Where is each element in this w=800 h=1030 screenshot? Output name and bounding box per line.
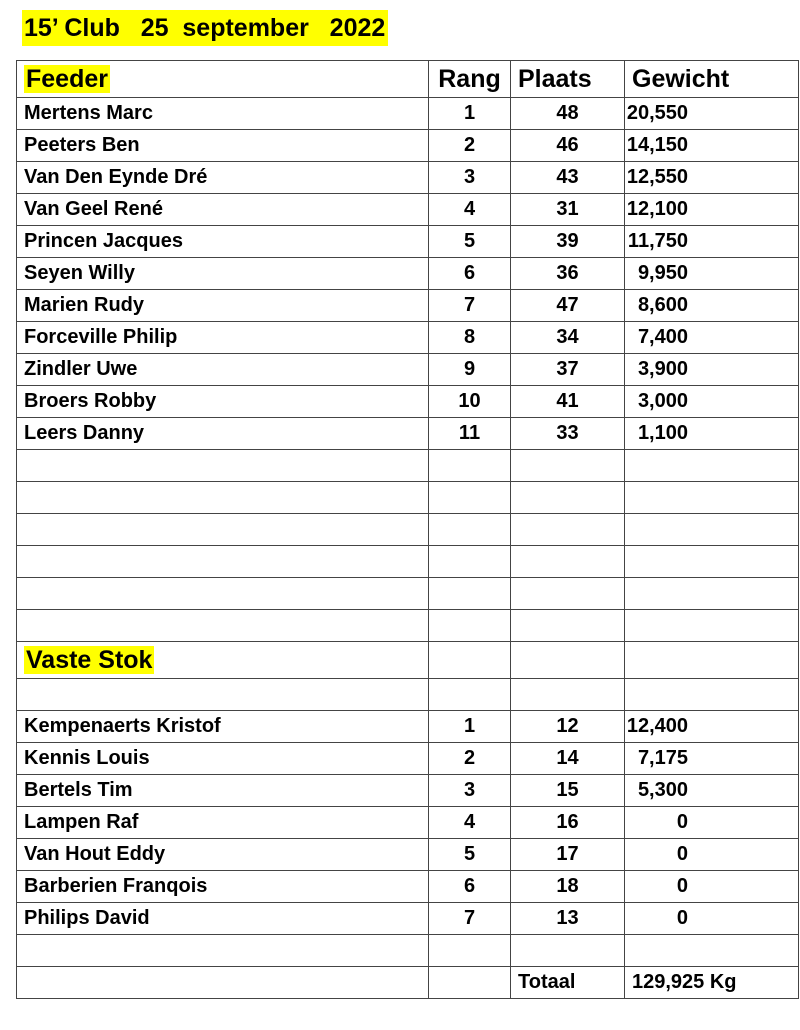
rang-cell: 11 [429,418,511,450]
plaats-cell: 17 [511,839,625,871]
rang-cell: 2 [429,743,511,775]
empty-row [17,514,799,546]
gewicht-cell: 1,100 [625,418,799,450]
angler-name: Van Den Eynde Dré [17,162,429,194]
gewicht-cell: 12,100 [625,194,799,226]
angler-name: Kennis Louis [17,743,429,775]
header-row [17,61,799,98]
gewicht-cell: 12,550 [625,162,799,194]
plaats-cell: 16 [511,807,625,839]
rang-cell: 9 [429,354,511,386]
table-row [17,162,799,194]
angler-name: Broers Robby [17,386,429,418]
plaats-cell: 13 [511,903,625,935]
rang-cell: 1 [429,711,511,743]
totaal-label: Totaal [511,967,625,999]
rang-cell: 2 [429,130,511,162]
angler-name: Philips David [17,903,429,935]
table-row [17,130,799,162]
angler-name: Leers Danny [17,418,429,450]
column-header-gewicht: Gewicht [625,61,799,98]
plaats-cell: 31 [511,194,625,226]
plaats-cell: 41 [511,386,625,418]
column-header-plaats: Plaats [511,61,625,98]
plaats-cell: 34 [511,322,625,354]
gewicht-cell: 8,600 [625,290,799,322]
angler-name: Peeters Ben [17,130,429,162]
angler-name: Marien Rudy [17,290,429,322]
table-row [17,807,799,839]
gewicht-cell: 7,400 [625,322,799,354]
plaats-cell: 47 [511,290,625,322]
angler-name: Zindler Uwe [17,354,429,386]
plaats-cell: 12 [511,711,625,743]
plaats-cell: 39 [511,226,625,258]
rang-cell: 8 [429,322,511,354]
angler-name: Lampen Raf [17,807,429,839]
gewicht-cell: 20,550 [625,98,799,130]
empty-row [17,578,799,610]
plaats-cell: 33 [511,418,625,450]
gewicht-cell: 7,175 [625,743,799,775]
empty-row [17,546,799,578]
table-row [17,226,799,258]
rang-cell: 7 [429,290,511,322]
empty-row [17,610,799,642]
gewicht-cell: 5,300 [625,775,799,807]
gewicht-cell: 11,750 [625,226,799,258]
vaste-stok-section-title: Vaste Stok [26,645,153,674]
rang-cell: 3 [429,775,511,807]
empty-row [17,482,799,514]
rang-cell: 6 [429,871,511,903]
results-table [16,60,799,999]
table-row [17,903,799,935]
table-row [17,386,799,418]
rang-cell: 6 [429,258,511,290]
rang-cell: 7 [429,903,511,935]
gewicht-cell: 0 [625,839,799,871]
empty-row [17,450,799,482]
vaste-stok-header-row [17,642,799,679]
angler-name: Mertens Marc [17,98,429,130]
gewicht-cell: 0 [625,807,799,839]
rang-cell: 4 [429,807,511,839]
plaats-cell: 18 [511,871,625,903]
angler-name: Princen Jacques [17,226,429,258]
plaats-cell: 36 [511,258,625,290]
angler-name: Van Geel René [17,194,429,226]
table-row [17,743,799,775]
table-row [17,711,799,743]
angler-name: Kempenaerts Kristof [17,711,429,743]
plaats-cell: 46 [511,130,625,162]
gewicht-cell: 0 [625,871,799,903]
rang-cell: 4 [429,194,511,226]
table-row [17,839,799,871]
angler-name: Seyen Willy [17,258,429,290]
column-header-rang: Rang [429,61,511,98]
totaal-value: 129,925 Kg [625,967,799,999]
rang-cell: 5 [429,226,511,258]
vaste-stok-section-header [17,642,429,679]
plaats-cell: 37 [511,354,625,386]
table-row [17,98,799,130]
table-row [17,322,799,354]
gewicht-cell: 14,150 [625,130,799,162]
angler-name: Forceville Philip [17,322,429,354]
gewicht-cell: 9,950 [625,258,799,290]
angler-name: Bertels Tim [17,775,429,807]
gewicht-cell: 3,900 [625,354,799,386]
plaats-cell: 48 [511,98,625,130]
feeder-section-title: Feeder [26,64,108,93]
rang-cell: 10 [429,386,511,418]
gewicht-cell: 0 [625,903,799,935]
plaats-cell: 43 [511,162,625,194]
plaats-cell: 15 [511,775,625,807]
feeder-section-header [17,61,429,98]
rang-cell: 3 [429,162,511,194]
angler-name: Van Hout Eddy [17,839,429,871]
totaal-row [17,967,799,999]
table-row [17,194,799,226]
table-row [17,258,799,290]
angler-name: Barberien Franqois [17,871,429,903]
empty-row [17,679,799,711]
plaats-cell: 14 [511,743,625,775]
rang-cell: 5 [429,839,511,871]
gewicht-cell: 12,400 [625,711,799,743]
rang-cell: 1 [429,98,511,130]
table-row [17,290,799,322]
table-row [17,871,799,903]
page-title: 15’ Club 25 september 2022 [22,10,388,46]
table-row [17,775,799,807]
table-row [17,354,799,386]
table-row [17,418,799,450]
empty-row [17,935,799,967]
gewicht-cell: 3,000 [625,386,799,418]
